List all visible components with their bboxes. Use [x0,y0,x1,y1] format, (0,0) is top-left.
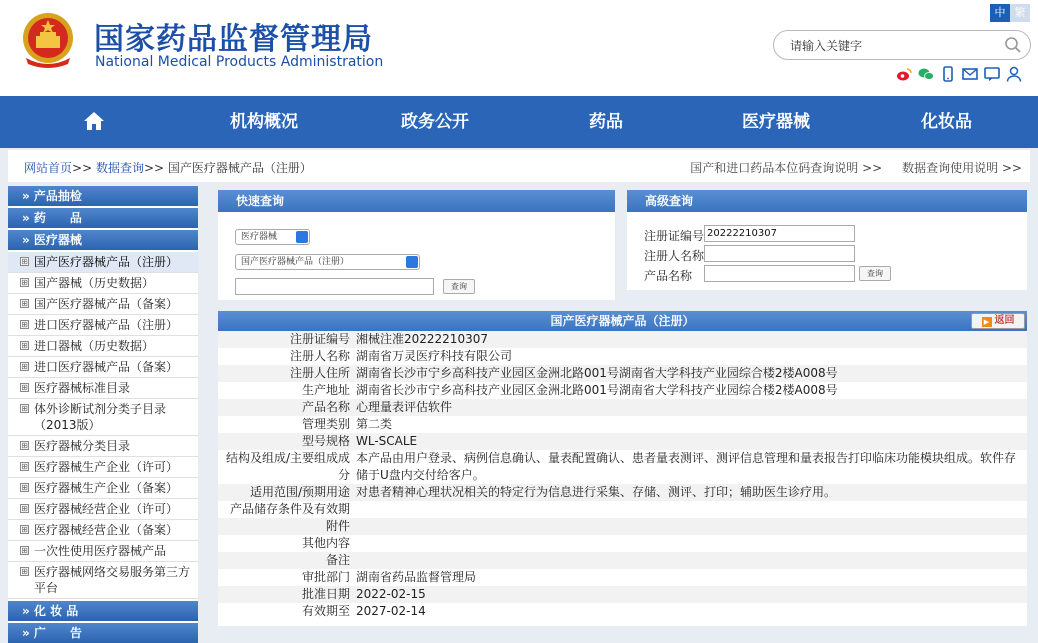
lang-simplified[interactable]: 中 [990,4,1010,22]
field-label: 产品名称 [301,400,350,414]
table-row [218,603,1027,620]
field-label: 注册人住所 [289,366,350,380]
detail-table [218,331,1027,620]
expand-box-icon: ⊞ [21,483,28,492]
field-value: 第二类 [356,417,393,431]
field-label: 生产地址 [301,383,350,397]
expand-box-icon: ⊞ [21,320,28,329]
table-row [218,331,1027,348]
sidebar-item-label: 医疗器械分类目录 [34,439,131,453]
expand-box-icon: ⊞ [21,546,28,555]
quick-query-panel [218,190,615,300]
sidebar-item-label: 进口医疗器械产品（备案） [34,360,179,374]
advanced-query-button[interactable]: 查询 [859,266,891,281]
sidebar-item-production-licensed[interactable] [8,457,198,478]
sidebar-item-import-history[interactable] [8,336,198,357]
breadcrumb-current: 国产医疗器械产品（注册） [167,161,312,175]
search-icon[interactable] [1004,36,1022,54]
sidebar-item-online-trading[interactable] [8,562,198,599]
sidebar-item-business-licensed[interactable] [8,499,198,520]
mobile-icon[interactable] [940,66,956,82]
keyword-input[interactable] [235,278,434,295]
field-value: 湖南省万灵医疗科技有限公司 [356,349,513,363]
product-name-input[interactable] [704,265,855,282]
chevron-down-icon [406,256,418,268]
registration-number-label: 注册证编号 [644,229,705,243]
expand-box-icon: ⊞ [21,383,28,392]
search-input[interactable] [790,37,1000,55]
sidebar-item-domestic-filed[interactable] [8,294,198,315]
table-row [218,501,1027,518]
sidebar-item-domestic-registered[interactable] [8,252,198,273]
table-row [218,535,1027,552]
field-value [356,501,1027,518]
breadcrumb [24,159,312,176]
table-row [218,416,1027,433]
sidebar-item-disposable[interactable] [8,541,198,562]
table-row [218,348,1027,365]
field-value: 湖南省药品监督管理局 [356,570,477,584]
field-label: 注册人名称 [289,349,350,363]
field-label: 适用范围/预期用途 [249,485,350,499]
sidebar-item-label: 医疗器械经营企业（备案） [34,523,179,537]
field-label: 审批部门 [301,570,350,584]
field-value: WL-SCALE [356,434,418,448]
table-row [218,433,1027,450]
advanced-query-title: 高级查询 [627,190,1027,212]
detail-title: 国产医疗器械产品（注册） [550,314,695,328]
social-links [896,66,1022,82]
sidebar-item-import-registered[interactable] [8,315,198,336]
site-title-en[interactable]: National Medical Products Administration [95,54,384,70]
national-emblem-icon[interactable] [18,10,78,70]
sidebar-head-cosmetics[interactable]: » 化 妆 品 [8,601,198,621]
drug-code-help-link[interactable]: 国产和进口药品本位码查询说明 >> [690,161,883,175]
field-value: 湘械注准20222210307 [356,332,488,346]
detail-header [218,311,1027,331]
expand-box-icon: ⊞ [21,462,28,471]
database-select[interactable] [235,254,420,270]
field-label: 批准日期 [301,587,350,601]
mail-icon[interactable] [962,66,978,82]
user-icon[interactable] [1006,66,1022,82]
registrant-name-input[interactable] [704,245,855,262]
sidebar-item-label: 医疗器械生产企业（许可） [34,460,179,474]
field-label: 结构及组成/主要组成成分 [225,451,350,482]
field-value [356,552,1027,569]
main-nav [0,96,1038,148]
quick-query-button[interactable]: 查询 [443,279,475,294]
nav-item-cosmetics[interactable]: 化妆品 [921,112,972,132]
sidebar-item-domestic-history[interactable] [8,273,198,294]
expand-box-icon: ⊞ [21,525,28,534]
field-label: 备注 [325,553,350,567]
sidebar-item-label: 体外诊断试剂分类子目录（2013版） [34,402,167,432]
field-value: 湖南省长沙市宁乡高科技产业园区金洲北路001号湖南省大学科技产业园综合楼2楼A008号 [356,366,838,380]
database-select-value: 国产医疗器械产品（注册） [241,257,350,267]
category-select[interactable] [235,229,310,245]
lang-traditional[interactable]: 繁 [1010,4,1030,22]
field-label: 型号规格 [301,434,350,448]
field-value: 湖南省长沙市宁乡高科技产业园区金洲北路001号湖南省大学科技产业园综合楼2楼A008号 [356,383,838,397]
sidebar-item-import-filed[interactable] [8,357,198,378]
sidebar-item-label: 国产医疗器械产品（备案） [34,297,179,311]
detail-panel [218,311,1027,626]
expand-box-icon: ⊞ [21,441,28,450]
sidebar-item-label: 医疗器械生产企业（备案） [34,481,179,495]
table-row [218,586,1027,603]
sidebar-item-label: 进口器械（历史数据） [34,339,155,353]
field-value: 2022-02-15 [356,587,426,601]
table-row [218,552,1027,569]
expand-box-icon: ⊞ [21,567,28,576]
field-value: 2027-02-14 [356,604,426,618]
field-label: 注册证编号 [289,332,350,346]
sidebar-item-label: 国产医疗器械产品（注册） [34,255,179,269]
table-row [218,399,1027,416]
breadcrumb-home[interactable]: 网站首页 [24,161,73,175]
sidebar-head-sampling[interactable]: » 产品抽检 [8,186,198,206]
field-value [356,535,1027,552]
table-row [218,569,1027,586]
site-header [0,0,1038,96]
nav-item-institution[interactable]: 机构概况 [230,112,298,132]
expand-box-icon: ⊞ [21,257,28,266]
sidebar-head-ads[interactable]: » 广 告 [8,623,198,643]
table-row [218,382,1027,399]
field-label: 其他内容 [301,536,350,550]
nav-item-government-affairs[interactable]: 政务公开 [401,112,469,132]
search-box [773,30,1031,60]
table-row [218,450,1027,484]
weibo-icon[interactable] [896,66,912,82]
registrant-name-label: 注册人名称 [644,249,705,263]
breadcrumb-data-query[interactable]: 数据查询 [95,161,144,175]
sidebar-item-classification[interactable] [8,436,198,457]
sidebar-item-standards[interactable] [8,378,198,399]
language-switch [990,4,1030,22]
site-title-cn[interactable]: 国家药品监督管理局 [94,22,373,57]
category-select-value: 医疗器械 [241,232,278,242]
sidebar-item-label: 医疗器械标准目录 [34,381,131,395]
expand-box-icon: ⊞ [21,299,28,308]
sidebar-item-label: 医疗器械经营企业（许可） [34,502,179,516]
wechat-icon[interactable] [918,66,934,82]
nav-item-drugs[interactable]: 药品 [589,112,623,132]
registration-number-input[interactable]: 20222210307 [704,225,855,242]
product-name-label: 产品名称 [644,269,693,283]
chevron-down-icon [296,231,308,243]
field-label: 附件 [325,519,350,533]
expand-box-icon: ⊞ [21,278,28,287]
field-label: 有效期至 [301,604,350,618]
sidebar-item-production-filed[interactable] [8,478,198,499]
expand-box-icon: ⊞ [21,404,28,413]
field-value: 对患者精神心理状况相关的特定行为信息进行采集、存储、测评、打印；辅助医生诊疗用。 [356,485,837,499]
query-help-link[interactable]: 数据查询使用说明 >> [902,161,1022,175]
back-button-label: 返回 [994,315,1015,326]
breadcrumb-separator: >> [72,161,93,175]
back-button[interactable] [971,313,1025,329]
field-label: 管理类别 [301,417,350,431]
field-value: 心理量表评估软件 [356,400,453,414]
sidebar-item-business-filed[interactable] [8,520,198,541]
message-icon[interactable] [984,66,1000,82]
sidebar [8,186,198,640]
sidebar-head-devices[interactable]: » 医疗器械 [8,230,198,250]
table-row [218,365,1027,382]
sidebar-item-label: 国产器械（历史数据） [34,276,155,290]
expand-box-icon: ⊞ [21,362,28,371]
field-value [356,518,1027,535]
sidebar-item-label: 医疗器械网络交易服务第三方平台 [34,565,191,595]
nav-item-medical-devices[interactable]: 医疗器械 [742,112,810,132]
breadcrumb-bar [8,150,1030,182]
help-links [674,159,1022,176]
arrow-right-icon: ▶ [982,317,992,327]
quick-query-title: 快速查询 [218,190,615,212]
sidebar-item-ivd-catalog[interactable] [8,399,198,436]
expand-box-icon: ⊞ [21,504,28,513]
advanced-query-panel [627,190,1027,290]
sidebar-item-label: 进口医疗器械产品（注册） [34,318,179,332]
home-icon[interactable] [83,110,105,132]
breadcrumb-separator: >> [143,161,165,175]
expand-box-icon: ⊞ [21,341,28,350]
sidebar-item-label: 一次性使用医疗器械产品 [34,544,167,558]
field-value: 本产品由用户登录、病例信息确认、量表配置确认、患者量表测评、测评信息管理和量表报告打印临床功能模块组成。软件存储于U盘内交付给客户。 [356,451,1017,482]
table-row [218,484,1027,501]
table-row [218,518,1027,535]
sidebar-head-drugs[interactable]: » 药 品 [8,208,198,228]
field-label: 产品储存条件及有效期 [229,502,350,516]
